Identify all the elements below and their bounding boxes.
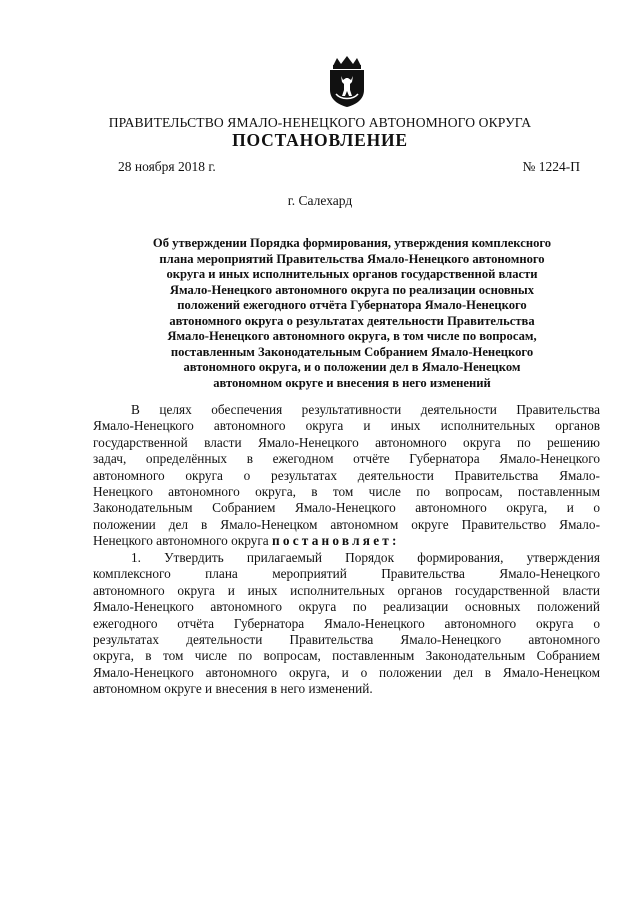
paragraph-line: комплексного плана мероприятий Правительства Ямало-Ненецкого [93, 566, 600, 582]
paragraph-line: Ямало-Ненецкого автономного округа и иных исполнительных органов [93, 418, 600, 434]
paragraph-line: Ненецкого автономного округа, в том числе по вопросам, поставленным [93, 484, 600, 499]
paragraph-line: государственной власти Ямало-Ненецкого автономного округа по решению [93, 434, 600, 450]
paragraph-line: Законодательным Собранием Ямало-Ненецкого автономного округа, и о [93, 500, 600, 516]
document-type: ПОСТАНОВЛЕНИЕ [232, 130, 408, 150]
title-line: поставленным Законодательным Собранием Ямало-Ненецкого [170, 344, 534, 359]
title-line: плана мероприятий Правительства Ямало-Ненецкого автономного [159, 251, 545, 266]
title-line: автономного округа о результатах деятельности Правительства [169, 313, 535, 328]
paragraph-line-text: Ненецкого автономного округа [93, 533, 272, 549]
yanao-coat-of-arms-icon [327, 56, 367, 108]
resolution-word: постановляет: [272, 533, 400, 549]
title-line: Об утверждении Порядка формирования, утверждения комплексного [152, 236, 552, 250]
paragraph-line [93, 533, 600, 549]
paragraph-line: автономного округа и иных исполнительных органов государственной власти [93, 582, 600, 598]
paragraph-line: ежегодного отчёта Губернатора Ямало-Ненецкого автономного округа о [93, 615, 600, 631]
title-line: Ямало-Ненецкого автономного округа, в том числе по вопросам, [167, 329, 537, 343]
paragraph-line: задач, определённых в ежегодном отчёте Губернатора Ямало-Ненецкого [93, 451, 600, 467]
title-line: автономном округе и внесения в него изменений [213, 375, 491, 390]
title-line: положений ежегодного отчёта Губернатора Ямало-Ненецкого [177, 298, 527, 312]
document-date: 28 ноября 2018 г. [118, 159, 216, 174]
paragraph-line: Ямало-Ненецкого автономного округа, и о положении дел в Ямало-Ненецком [93, 664, 600, 680]
organization-name: ПРАВИТЕЛЬСТВО ЯМАЛО-НЕНЕЦКОГО АВТОНОМНОГО ОКРУГА [108, 115, 532, 130]
paragraph-line: результатах деятельности Правительства Ямало-Ненецкого автономного [93, 632, 600, 647]
paragraph-line: 1. Утвердить прилагаемый Порядок формирования, утверждения [131, 550, 600, 565]
paragraph-line: автономного округа о результатах деятельности Правительства Ямало- [93, 467, 600, 483]
document-city: г. Салехард [287, 193, 353, 208]
document-number: № 1224-П [522, 159, 580, 174]
paragraph-line: положении дел в Ямало-Ненецком автономном округе Правительство Ямало- [93, 516, 600, 532]
title-line: округа и иных исполнительных органов государственной власти [166, 267, 538, 281]
paragraph-line: округа, в том числе по вопросам, поставленным Законодательным Собранием [93, 648, 600, 664]
paragraph-line: В целях обеспечения результативности деятельности Правительства [131, 402, 600, 417]
title-line: Ямало-Ненецкого автономного округа по реализации основных [169, 282, 535, 297]
paragraph-line: автономном округе и внесения в него изменений. [93, 681, 373, 697]
title-line: автономного округа, и о положении дел в Ямало-Ненецком [183, 360, 521, 374]
paragraph-line: Ямало-Ненецкого автономного округа по реализации основных положений [93, 599, 600, 615]
